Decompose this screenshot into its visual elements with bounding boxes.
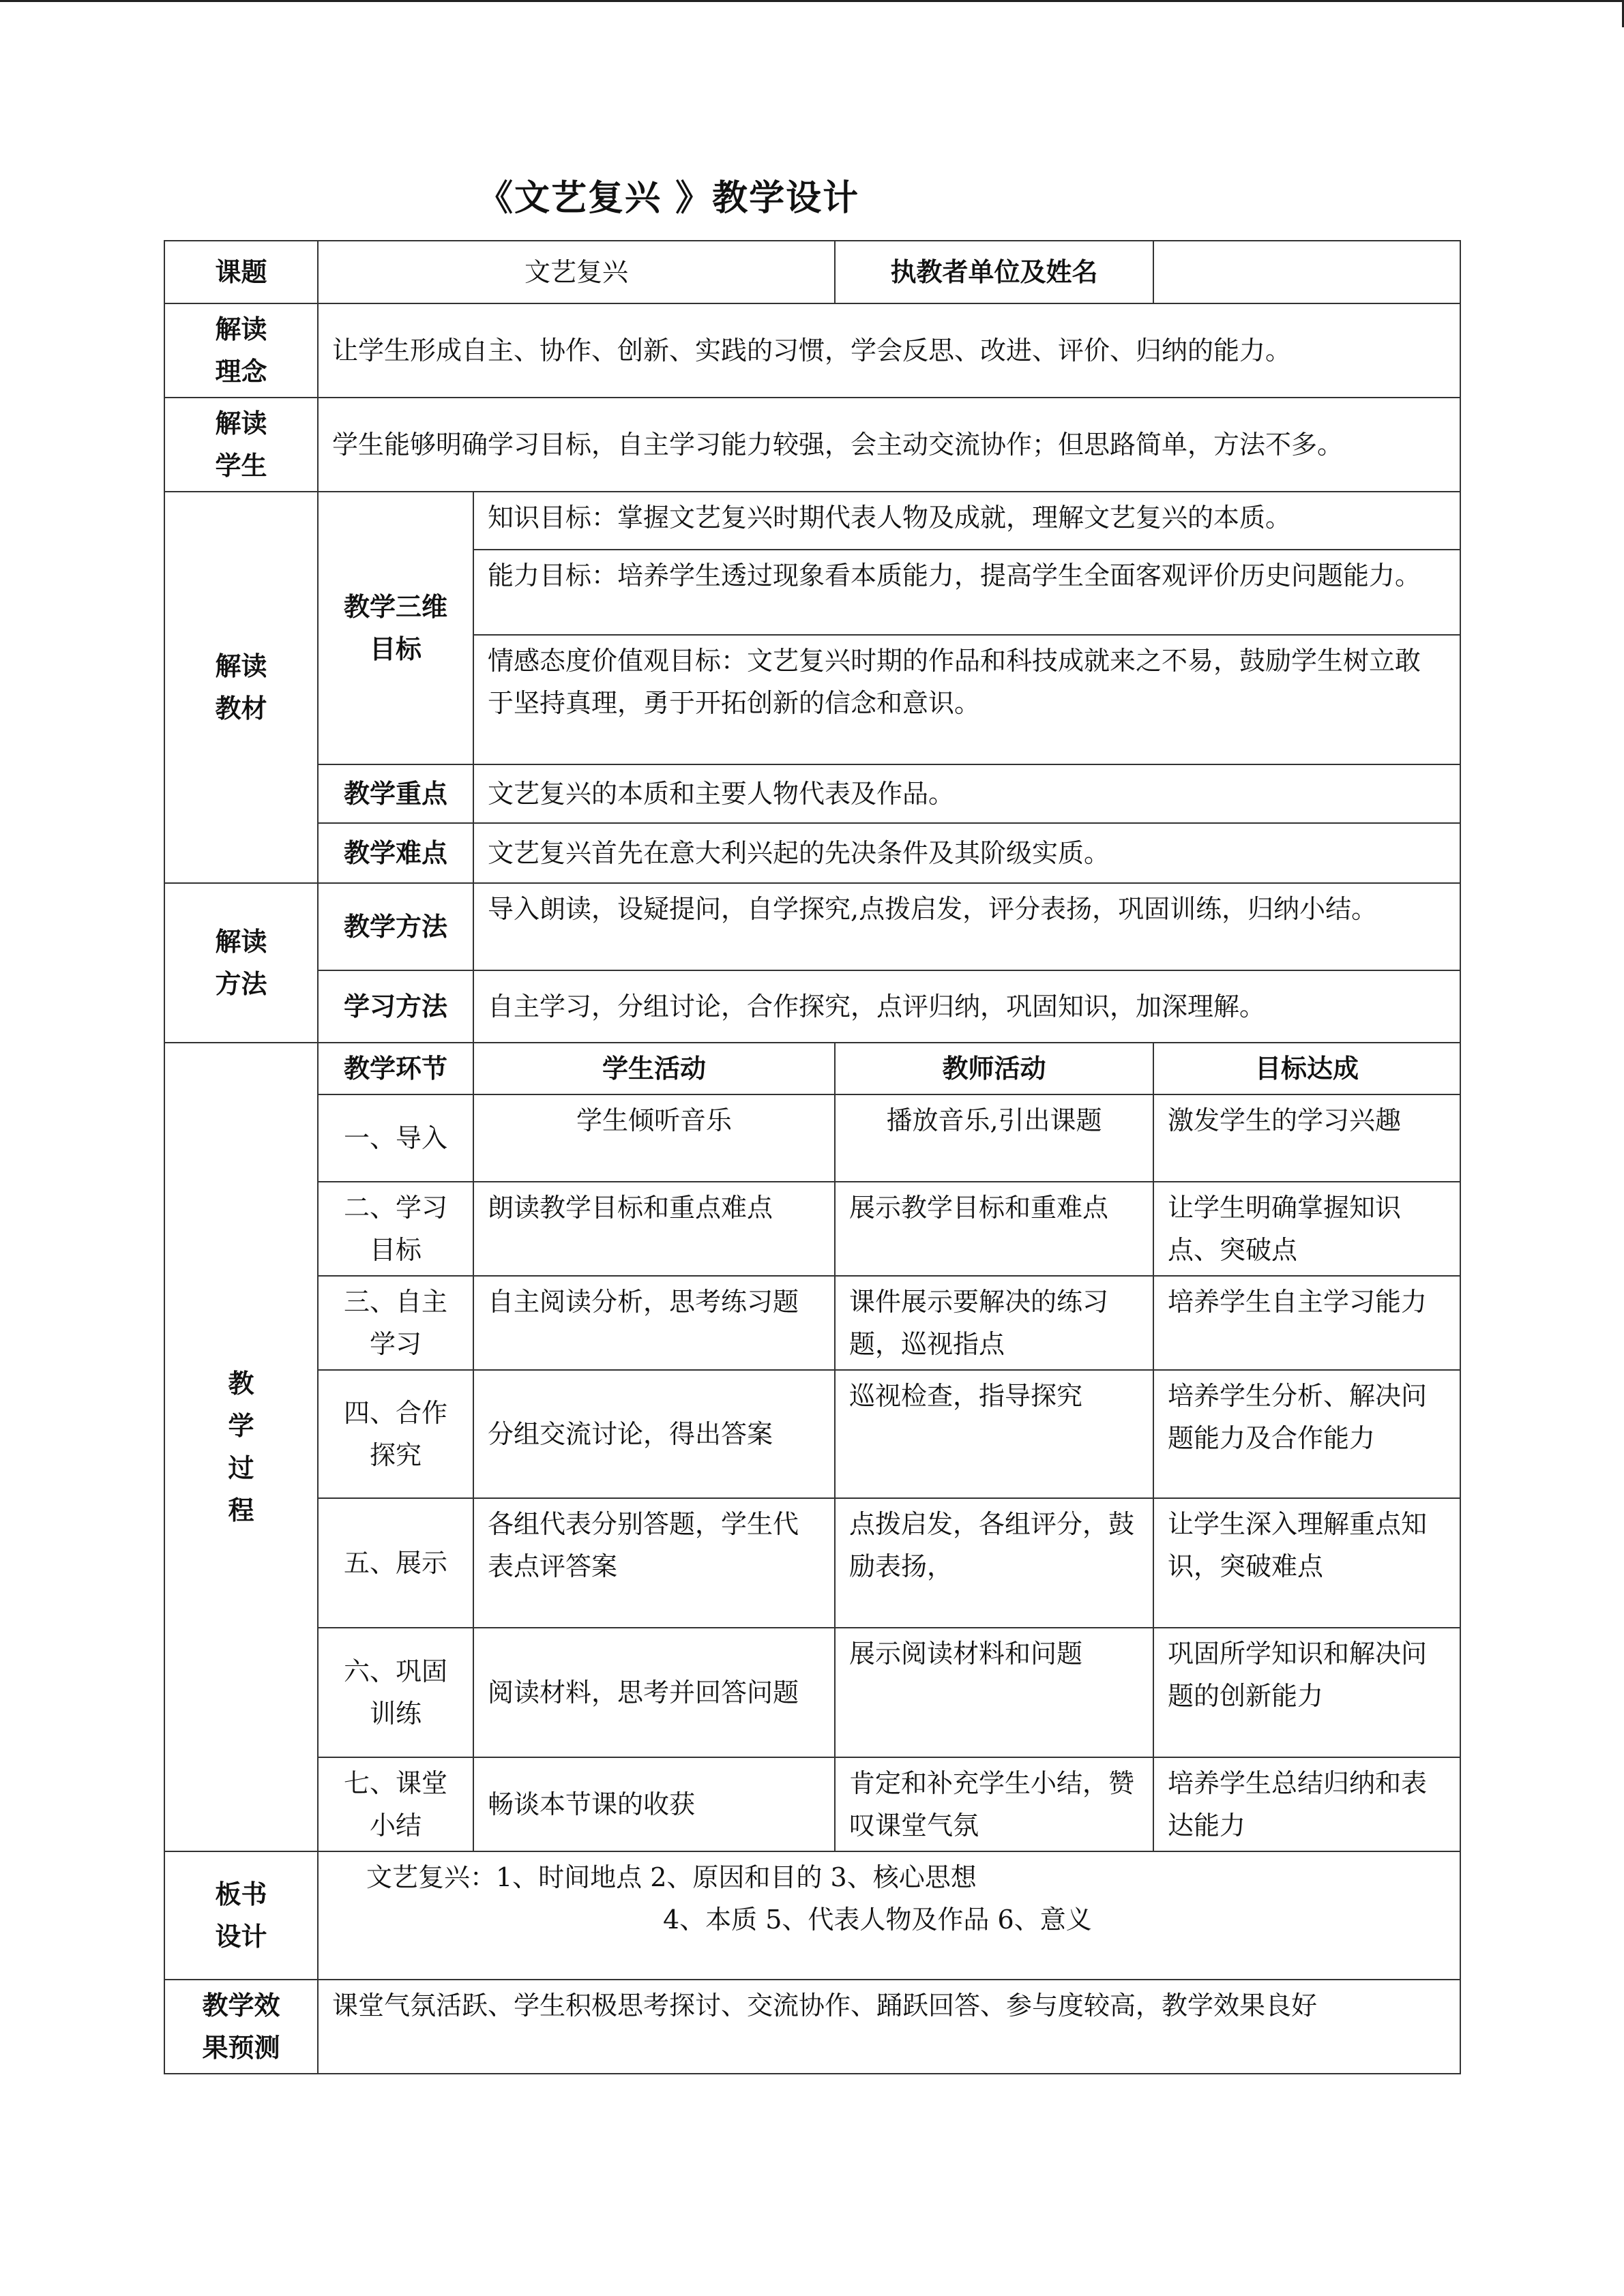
students-text: 学生能够明确学习目标，自主学习能力较强，会主动交流协作；但思路简单，方法不多。 [318,398,1460,492]
process-step-line-1: 一、导入 [343,1123,447,1153]
process-step [318,1370,473,1498]
table-row [164,1182,1460,1276]
learning-method-row [164,970,1460,1043]
process-student-activity: 朗读教学目标和重点难点 [473,1182,835,1276]
process-teacher-activity: 点拨启发，各组评分，鼓励表扬， [835,1498,1153,1628]
page-top-rule [0,0,1624,2]
emotion-goal: 情感态度价值观目标：文艺复兴时期的作品和科技成就来之不易，鼓励学生树立敢于坚持真理，勇于开拓创新的信念和意识。 [473,635,1460,764]
process-step [318,1498,473,1628]
process-header-student: 学生活动 [473,1043,835,1094]
process-step [318,1182,473,1276]
process-goal: 培养学生总结归纳和表达能力 [1153,1757,1460,1851]
board-line-1: 文艺复兴：1、时间地点 2、原因和目的 3、核心思想 [366,1862,977,1892]
process-step-line-2: 学习 [369,1329,422,1359]
goals-label-line-1: 教学三维 [343,591,447,622]
teacher-value [1153,241,1460,303]
board-line-2: 4、本质 5、代表人物及作品 6、意义 [663,1905,1092,1935]
board-row [164,1851,1460,1980]
students-label [164,398,318,492]
process-step-line-1: 七、课堂 [343,1768,447,1798]
methods-label-line-1: 解读 [215,926,267,957]
board-label-line-1: 板书 [215,1879,267,1909]
material-label-line-1: 解读 [215,651,267,681]
difficulty-label: 教学难点 [318,823,473,883]
concept-row [164,303,1460,398]
process-header-row [164,1043,1460,1094]
difficulty-text: 文艺复兴首先在意大利兴起的先决条件及其阶级实质。 [473,823,1460,883]
board-label [164,1851,318,1980]
ability-goal: 能力目标：培养学生透过现象看本质能力，提高学生全面客观评价历史问题能力。 [473,550,1460,635]
students-row [164,398,1460,492]
knowledge-goal-row [164,492,1460,550]
teaching-method-label: 教学方法 [318,883,473,970]
prediction-text: 课堂气氛活跃、学生积极思考探讨、交流协作、踊跃回答、参与度较高，教学效果良好 [318,1980,1460,2074]
process-step-line-2: 小结 [369,1810,422,1840]
teaching-method-text: 导入朗读，设疑提问，自学探究,点拨启发，评分表扬，巩固训练，归纳小结。 [473,883,1460,970]
process-step-line-1: 五、展示 [343,1548,447,1578]
key-point-label: 教学重点 [318,764,473,823]
process-step-line-1: 三、自主 [343,1287,447,1317]
process-step-line-2: 训练 [369,1699,422,1729]
concept-label-line-2: 理念 [215,356,267,387]
methods-label-line-2: 方法 [215,968,267,999]
concept-label [164,303,318,398]
prediction-label-line-1: 教学效 [202,1990,280,2021]
process-teacher-activity: 巡视检查，指导探究 [835,1370,1153,1498]
material-label [164,492,318,883]
process-teacher-activity: 展示教学目标和重难点 [835,1182,1153,1276]
process-goal: 让学生明确掌握知识点、突破点 [1153,1182,1460,1276]
process-step [318,1094,473,1182]
process-step-line-1: 二、学习 [343,1193,447,1223]
key-point-text: 文艺复兴的本质和主要人物代表及作品。 [473,764,1460,823]
difficulty-row [164,823,1460,883]
process-student-activity: 学生倾听音乐 [473,1094,835,1182]
process-goal: 培养学生自主学习能力 [1153,1276,1460,1370]
methods-label [164,883,318,1043]
table-row [164,1370,1460,1498]
process-step-line-2: 探究 [369,1440,422,1470]
process-header-step: 教学环节 [318,1043,473,1094]
process-label [164,1043,318,1851]
prediction-label-line-2: 果预测 [202,2032,280,2063]
process-goal: 激发学生的学习兴趣 [1153,1094,1460,1182]
table-row [164,1757,1460,1851]
process-header-goal: 目标达成 [1153,1043,1460,1094]
process-step-line-1: 六、巩固 [343,1656,447,1686]
teaching-method-row [164,883,1460,970]
process-goal: 让学生深入理解重点知识，突破难点 [1153,1498,1460,1628]
learning-method-text: 自主学习，分组讨论，合作探究，点评归纳，巩固知识，加深理解。 [473,970,1460,1043]
prediction-label [164,1980,318,2074]
board-content [318,1851,1460,1980]
process-step-line-2: 目标 [369,1235,422,1265]
knowledge-goal: 知识目标：掌握文艺复兴时期代表人物及成就，理解文艺复兴的本质。 [473,492,1460,550]
goals-label [318,492,473,764]
topic-value: 文艺复兴 [318,241,835,303]
material-label-line-2: 教材 [215,693,267,724]
table-row [164,1276,1460,1370]
table-row [164,1628,1460,1757]
process-goal: 培养学生分析、解决问题能力及合作能力 [1153,1370,1460,1498]
process-teacher-activity: 肯定和补充学生小结，赞叹课堂气氛 [835,1757,1153,1851]
teacher-label: 执教者单位及姓名 [835,241,1153,303]
table-row [164,1498,1460,1628]
process-student-activity: 各组代表分别答题，学生代表点评答案 [473,1498,835,1628]
process-step [318,1628,473,1757]
learning-method-label: 学习方法 [318,970,473,1043]
process-student-activity: 阅读材料，思考并回答问题 [473,1628,835,1757]
process-teacher-activity: 播放音乐,引出课题 [835,1094,1153,1182]
process-step-line-1: 四、合作 [343,1398,447,1428]
process-step [318,1757,473,1851]
concept-label-line-1: 解读 [215,314,267,344]
table-row [164,1094,1460,1182]
process-label-char-4: 程 [228,1495,254,1525]
process-goal: 巩固所学知识和解决问题的创新能力 [1153,1628,1460,1757]
students-label-line-2: 学生 [215,450,267,481]
header-row [164,241,1460,303]
process-header-teacher: 教师活动 [835,1043,1153,1094]
students-label-line-1: 解读 [215,408,267,438]
process-label-char-2: 学 [228,1410,254,1441]
process-label-char-1: 教 [228,1368,254,1399]
process-step [318,1276,473,1370]
key-point-row [164,764,1460,823]
process-student-activity: 畅谈本节课的收获 [473,1757,835,1851]
concept-text: 让学生形成自主、协作、创新、实践的习惯，学会反思、改进、评价、归纳的能力。 [318,303,1460,398]
board-label-line-2: 设计 [215,1921,267,1952]
prediction-row [164,1980,1460,2074]
process-label-char-3: 过 [228,1452,254,1483]
document-title: 《文艺复兴 》教学设计 [477,177,860,219]
topic-label: 课题 [164,241,318,303]
lesson-plan-table [164,240,1461,2074]
process-teacher-activity: 课件展示要解决的练习题，巡视指点 [835,1276,1153,1370]
process-student-activity: 分组交流讨论，得出答案 [473,1370,835,1498]
process-teacher-activity: 展示阅读材料和问题 [835,1628,1153,1757]
goals-label-line-2: 目标 [369,633,422,664]
process-student-activity: 自主阅读分析，思考练习题 [473,1276,835,1370]
